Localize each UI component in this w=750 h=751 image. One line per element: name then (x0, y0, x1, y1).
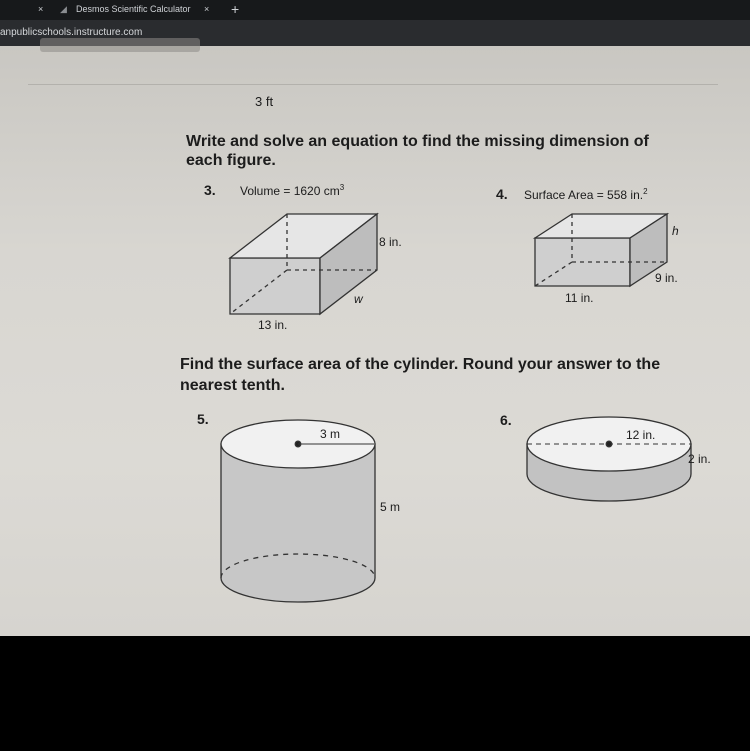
close-tab-icon[interactable]: × (204, 4, 210, 14)
figures-canvas (0, 46, 750, 636)
cylinder-5-radius-label: 3 m (320, 427, 341, 441)
cylinder-5-height-label: 5 m (380, 500, 401, 514)
section2-instruction-line1: Find the surface area of the cylinder. Round your answer to the (180, 356, 661, 373)
problem-4-number: 4. (496, 186, 508, 202)
top-dimension-label: 3 ft (255, 94, 274, 109)
black-bottom-area (0, 636, 750, 751)
problem-6-number: 6. (500, 412, 512, 428)
prism-4-height-label: h (672, 224, 679, 238)
worksheet-page (0, 46, 750, 636)
cylinder-6-diameter-label: 12 in. (626, 428, 656, 442)
cylinder-6-height-label: 2 in. (688, 452, 711, 466)
prism-3-length-label: 13 in. (258, 318, 288, 332)
section1-instruction-line1: Write and solve an equation to find the missing dimension of (186, 133, 649, 150)
url-text: anpublicschools.instructure.com (0, 27, 143, 38)
section2-instruction-line2: nearest tenth. (180, 377, 285, 394)
problem-4-formula: Surface Area = 558 in.$^2$ (524, 187, 648, 202)
cylinder-6-figure (527, 417, 691, 501)
prism-4-figure (535, 214, 667, 286)
tab-desmos[interactable]: Desmos Scientific Calculator (76, 4, 191, 14)
section1-instruction-line2: each figure. (186, 152, 276, 169)
prism-4-width-label: 9 in. (655, 271, 678, 285)
close-tab-icon[interactable]: × (38, 4, 44, 14)
browser-tab-bar (0, 0, 750, 20)
new-tab-icon[interactable]: + (231, 1, 240, 17)
problem-3-number: 3. (204, 182, 216, 198)
prism-3-width-label: w (354, 292, 363, 306)
problem-3-formula: Volume = 1620 $cm^3$ (240, 183, 345, 198)
problem-5-number: 5. (197, 411, 209, 427)
prism-3-height-label: 8 in. (379, 235, 402, 249)
desmos-favicon-icon: ◢ (60, 4, 67, 14)
cylinder-5-figure (221, 420, 375, 602)
prism-4-length-label: 11 in. (565, 291, 594, 305)
